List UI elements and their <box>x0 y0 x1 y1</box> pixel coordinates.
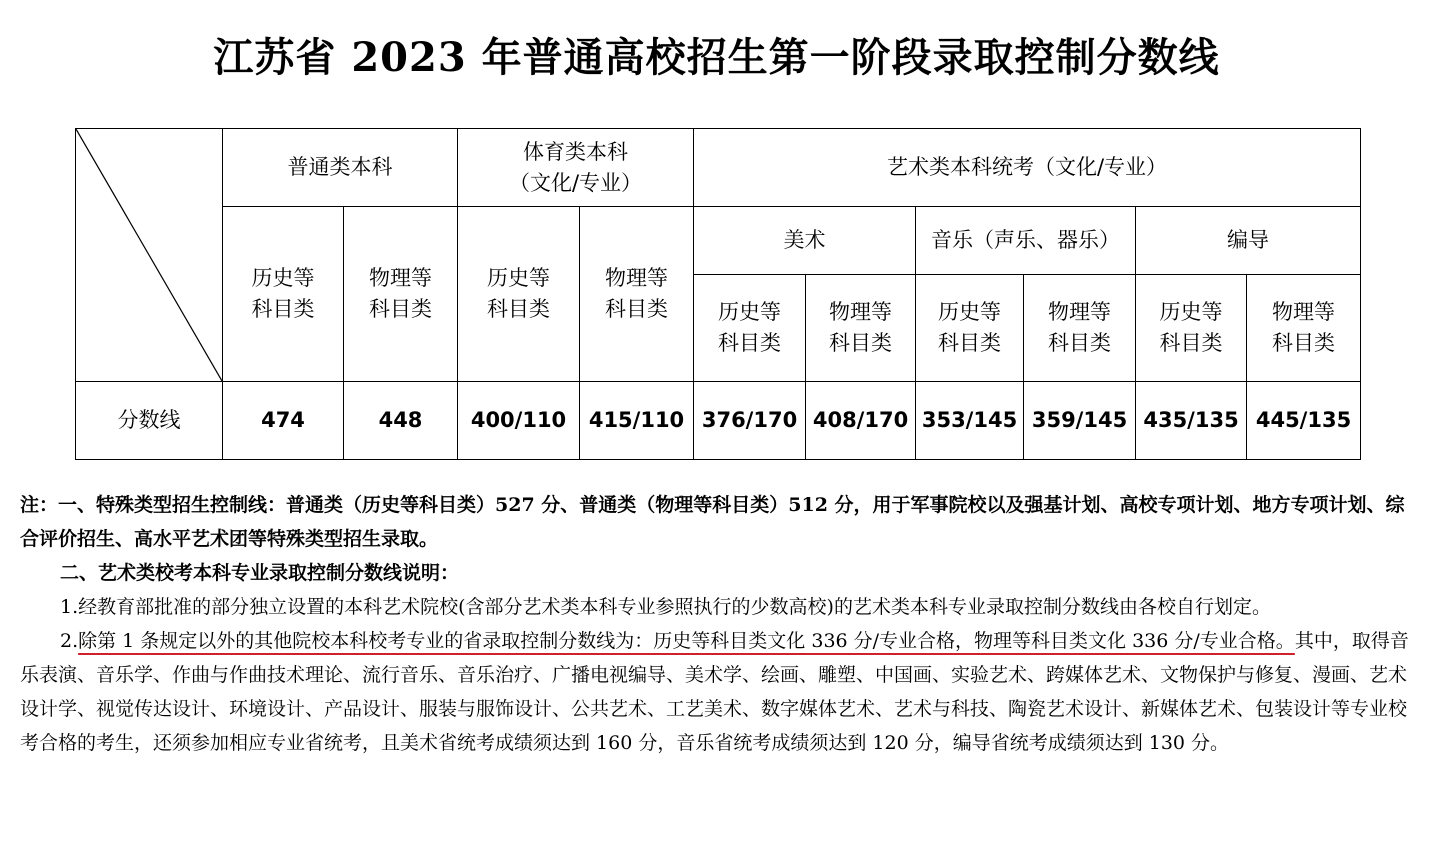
note-item-2 <box>20 624 1415 760</box>
subject-line: 历史等 <box>938 300 1002 324</box>
sports-physics-header <box>580 207 694 382</box>
diagonal-header-cell <box>76 129 223 382</box>
score-cell: 435/135 <box>1136 382 1247 460</box>
sports-header-line2: （文化/专业） <box>508 170 643 195</box>
general-header: 普通类本科 <box>223 129 458 207</box>
general-history-header <box>223 207 344 382</box>
score-cell: 376/170 <box>694 382 806 460</box>
notes-section <box>20 488 1415 760</box>
subject-line: 科目类 <box>1272 331 1336 355</box>
subject-line: 物理等 <box>829 300 893 324</box>
subject-line: 历史等 <box>718 300 782 324</box>
note-item-2-prefix: 2. <box>60 630 79 652</box>
subject-line: 科目类 <box>369 297 432 321</box>
directing-header: 编导 <box>1136 207 1361 275</box>
score-cell: 359/145 <box>1024 382 1136 460</box>
music-physics-header <box>1024 275 1136 382</box>
music-history-header <box>916 275 1024 382</box>
page-title: 江苏省 2023 年普通高校招生第一阶段录取控制分数线 <box>213 34 1220 81</box>
sports-history-header <box>458 207 580 382</box>
subject-line: 历史等 <box>1159 300 1223 324</box>
score-cell: 353/145 <box>916 382 1024 460</box>
score-cell: 448 <box>344 382 458 460</box>
subject-line: 物理等 <box>1272 300 1336 324</box>
score-cell: 400/110 <box>458 382 580 460</box>
directing-physics-header <box>1247 275 1361 382</box>
subject-line: 历史等 <box>487 266 550 290</box>
score-cell: 474 <box>223 382 344 460</box>
note-item-1: 1.经教育部批准的部分独立设置的本科艺术院校(含部分艺术类本科专业参照执行的少数高校)的艺术类本科专业录取控制分数线由各校自行划定。 <box>60 596 1271 618</box>
subject-line: 科目类 <box>605 297 668 321</box>
score-cell: 408/170 <box>806 382 916 460</box>
score-cell: 445/135 <box>1247 382 1361 460</box>
diagonal-line <box>76 129 222 381</box>
score-table <box>75 128 1361 460</box>
note-item-2-highlight: 除第 1 条规定以外的其他院校本科校考专业的省录取控制分数线为：历史等科目类文化 336 分/专业合格，物理等科目类文化 336 分/专业合格。 <box>78 630 1295 652</box>
sports-header <box>458 129 694 207</box>
subject-line: 物理等 <box>605 266 668 290</box>
row-label: 分数线 <box>76 382 223 460</box>
fine-arts-history-header <box>694 275 806 382</box>
art-header: 艺术类本科统考（文化/专业） <box>694 129 1361 207</box>
subject-line: 科目类 <box>251 297 315 321</box>
note-item-2-rest: 其中，取得音乐表演、音乐学、作曲与作曲技术理论、流行音乐、音乐治疗、广播电视编导、美术学、绘画、雕塑、中国画、实验艺术、跨媒体艺术、文物保护与修复、漫画、艺术设计学、视觉传达设计、环境设计、产品设计、服装与服饰设计、公共艺术、工艺美术、数字媒体艺术、艺术与科技、陶瓷艺术设计、新媒体艺术、包装设计等专业校考合格的考生，还须参加相应专业省统考，且美术省统考成绩须达到 160 分，音乐省统考成绩须达到 120 分，编导省统考成绩须达到 130 分。 <box>20 630 1409 754</box>
subject-line: 物理等 <box>369 266 432 290</box>
note-art-heading: 二、艺术类校考本科专业录取控制分数线说明： <box>60 562 460 584</box>
subject-line: 科目类 <box>718 331 782 355</box>
score-cell: 415/110 <box>580 382 694 460</box>
directing-history-header <box>1136 275 1247 382</box>
sports-header-line1: 体育类本科 <box>523 139 628 164</box>
subject-line: 科目类 <box>1048 331 1112 355</box>
music-header: 音乐（声乐、器乐） <box>916 207 1136 275</box>
note-special-control-line: 注：一、特殊类型招生控制线：普通类（历史等科目类）527 分、普通类（物理等科目类）512 分，用于军事院校以及强基计划、高校专项计划、地方专项计划、综合评价招生、高水平艺术团等特殊类型招生录取。 <box>20 494 1405 550</box>
score-row <box>76 382 1361 460</box>
subject-line: 科目类 <box>1159 331 1223 355</box>
subject-line: 科目类 <box>829 331 893 355</box>
fine-arts-physics-header <box>806 275 916 382</box>
subject-line: 物理等 <box>1048 300 1112 324</box>
subject-line: 历史等 <box>251 266 315 290</box>
fine-arts-header: 美术 <box>694 207 916 275</box>
general-physics-header <box>344 207 458 382</box>
subject-line: 科目类 <box>938 331 1002 355</box>
subject-line: 科目类 <box>487 297 550 321</box>
